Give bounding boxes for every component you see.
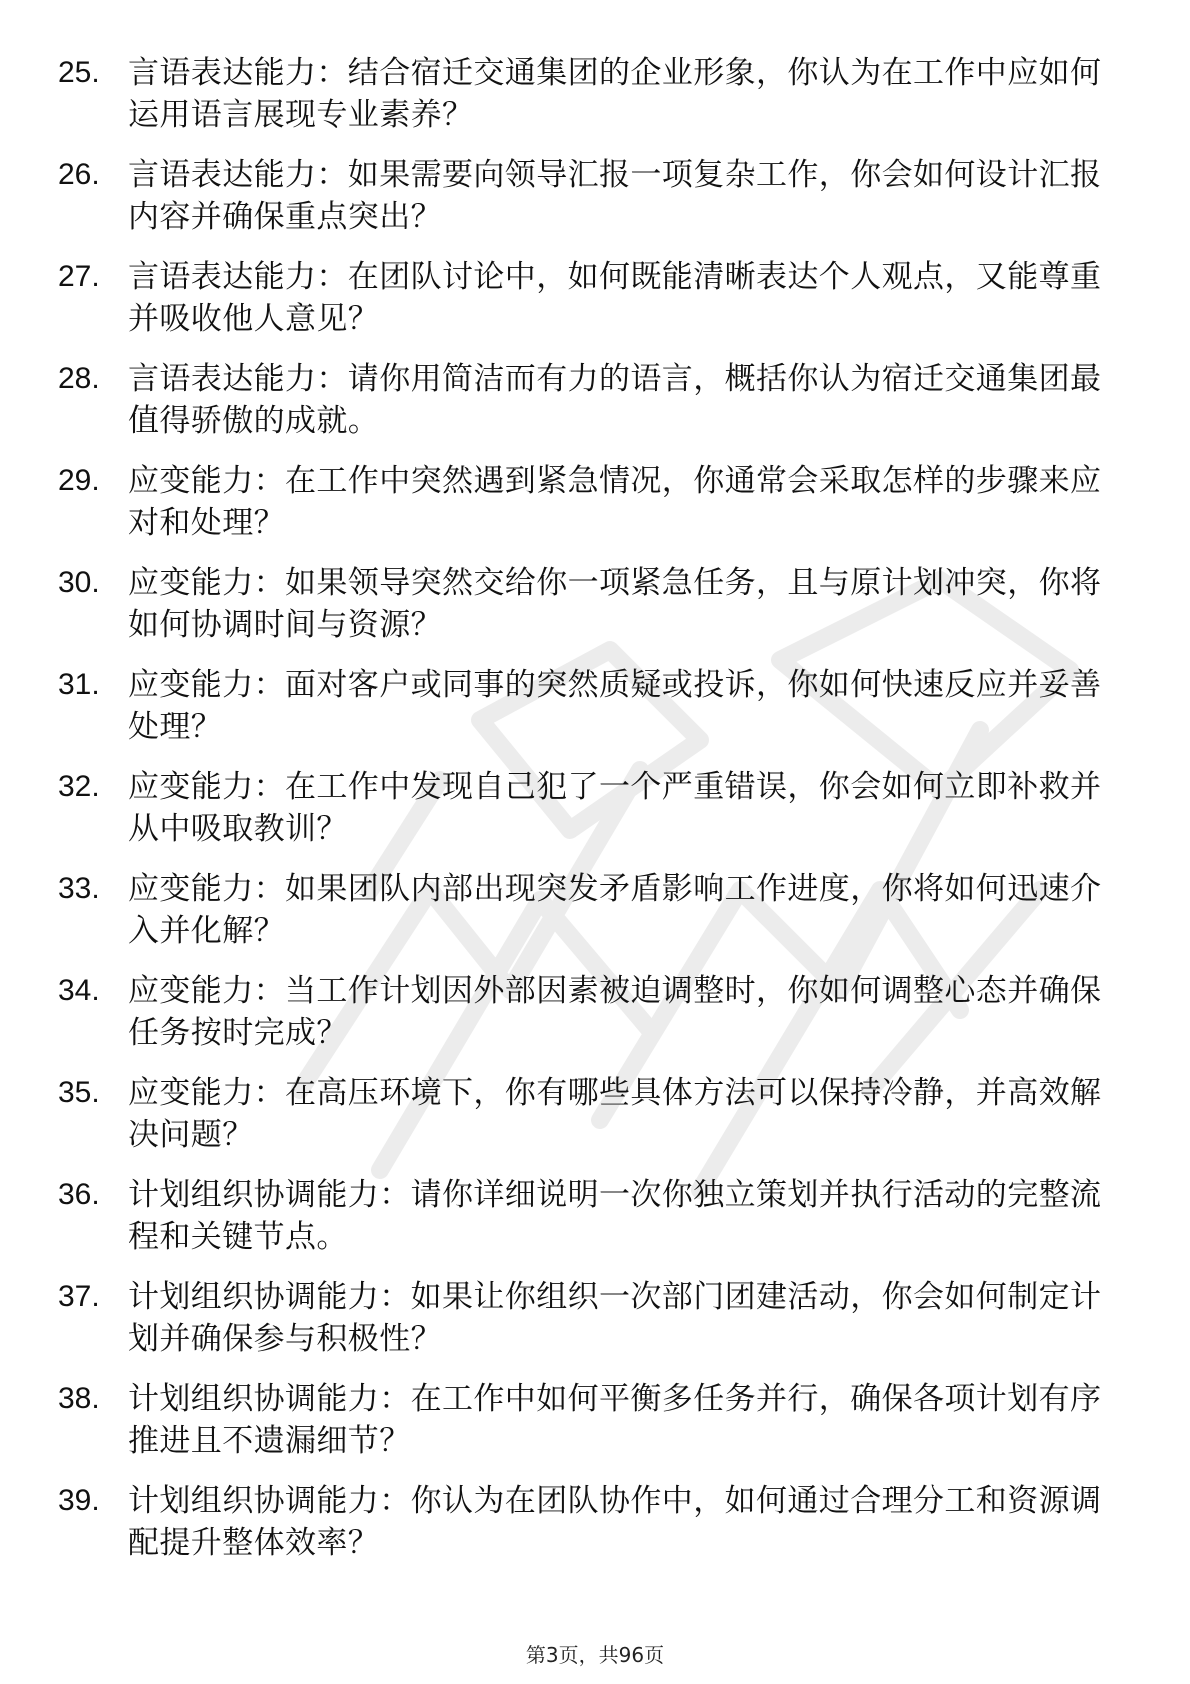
question-number: 37. — [58, 1280, 100, 1313]
question-item — [58, 868, 1118, 970]
question-number: 38. — [58, 1382, 100, 1415]
question-number: 27. — [58, 260, 100, 293]
question-text: 计划组织协调能力：如果让你组织一次部门团建活动，你会如何制定计划并确保参与积极性？ — [128, 1279, 1102, 1357]
question-number: 28. — [58, 362, 100, 395]
question-item — [58, 766, 1118, 868]
question-item — [58, 256, 1118, 358]
question-text: 计划组织协调能力：你认为在团队协作中，如何通过合理分工和资源调配提升整体效率？ — [128, 1483, 1102, 1561]
question-number: 29. — [58, 464, 100, 497]
question-item — [58, 1174, 1118, 1276]
question-number: 26. — [58, 158, 100, 191]
question-text: 应变能力：面对客户或同事的突然质疑或投诉，你如何快速反应并妥善处理？ — [128, 667, 1102, 745]
question-text: 言语表达能力：请你用简洁而有力的语言，概括你认为宿迁交通集团最值得骄傲的成就。 — [128, 361, 1102, 439]
question-number: 34. — [58, 974, 100, 1007]
question-text: 应变能力：在工作中发现自己犯了一个严重错误，你会如何立即补救并从中吸取教训？ — [128, 769, 1102, 847]
question-text: 应变能力：在高压环境下，你有哪些具体方法可以保持冷静，并高效解决问题？ — [128, 1075, 1102, 1153]
question-list — [58, 52, 1118, 1582]
question-item — [58, 358, 1118, 460]
question-text: 言语表达能力：在团队讨论中，如何既能清晰表达个人观点，又能尊重并吸收他人意见？ — [128, 259, 1102, 337]
question-number: 39. — [58, 1484, 100, 1517]
question-number: 25. — [58, 56, 100, 89]
question-text: 应变能力：如果领导突然交给你一项紧急任务，且与原计划冲突，你将如何协调时间与资源？ — [128, 565, 1102, 643]
question-item — [58, 664, 1118, 766]
question-text: 言语表达能力：结合宿迁交通集团的企业形象，你认为在工作中应如何运用语言展现专业素养？ — [128, 55, 1102, 133]
question-item — [58, 1072, 1118, 1174]
question-text: 应变能力：如果团队内部出现突发矛盾影响工作进度，你将如何迅速介入并化解？ — [128, 871, 1102, 949]
question-number: 35. — [58, 1076, 100, 1109]
question-number: 36. — [58, 1178, 100, 1211]
question-item — [58, 562, 1118, 664]
question-item — [58, 460, 1118, 562]
question-text: 计划组织协调能力：请你详细说明一次你独立策划并执行活动的完整流程和关键节点。 — [128, 1177, 1102, 1255]
page-footer — [0, 1642, 1190, 1668]
question-number: 32. — [58, 770, 100, 803]
question-number: 30. — [58, 566, 100, 599]
question-item — [58, 1480, 1118, 1582]
question-item — [58, 52, 1118, 154]
question-item — [58, 154, 1118, 256]
question-item — [58, 970, 1118, 1072]
question-number: 31. — [58, 668, 100, 701]
question-item — [58, 1378, 1118, 1480]
question-number: 33. — [58, 872, 100, 905]
page-number-label: 第3页，共96页 — [525, 1643, 665, 1667]
question-text: 计划组织协调能力：在工作中如何平衡多任务并行，确保各项计划有序推进且不遗漏细节？ — [128, 1381, 1102, 1459]
question-text: 言语表达能力：如果需要向领导汇报一项复杂工作，你会如何设计汇报内容并确保重点突出？ — [128, 157, 1102, 235]
question-text: 应变能力：在工作中突然遇到紧急情况，你通常会采取怎样的步骤来应对和处理？ — [128, 463, 1102, 541]
question-item — [58, 1276, 1118, 1378]
question-text: 应变能力：当工作计划因外部因素被迫调整时，你如何调整心态并确保任务按时完成？ — [128, 973, 1102, 1051]
